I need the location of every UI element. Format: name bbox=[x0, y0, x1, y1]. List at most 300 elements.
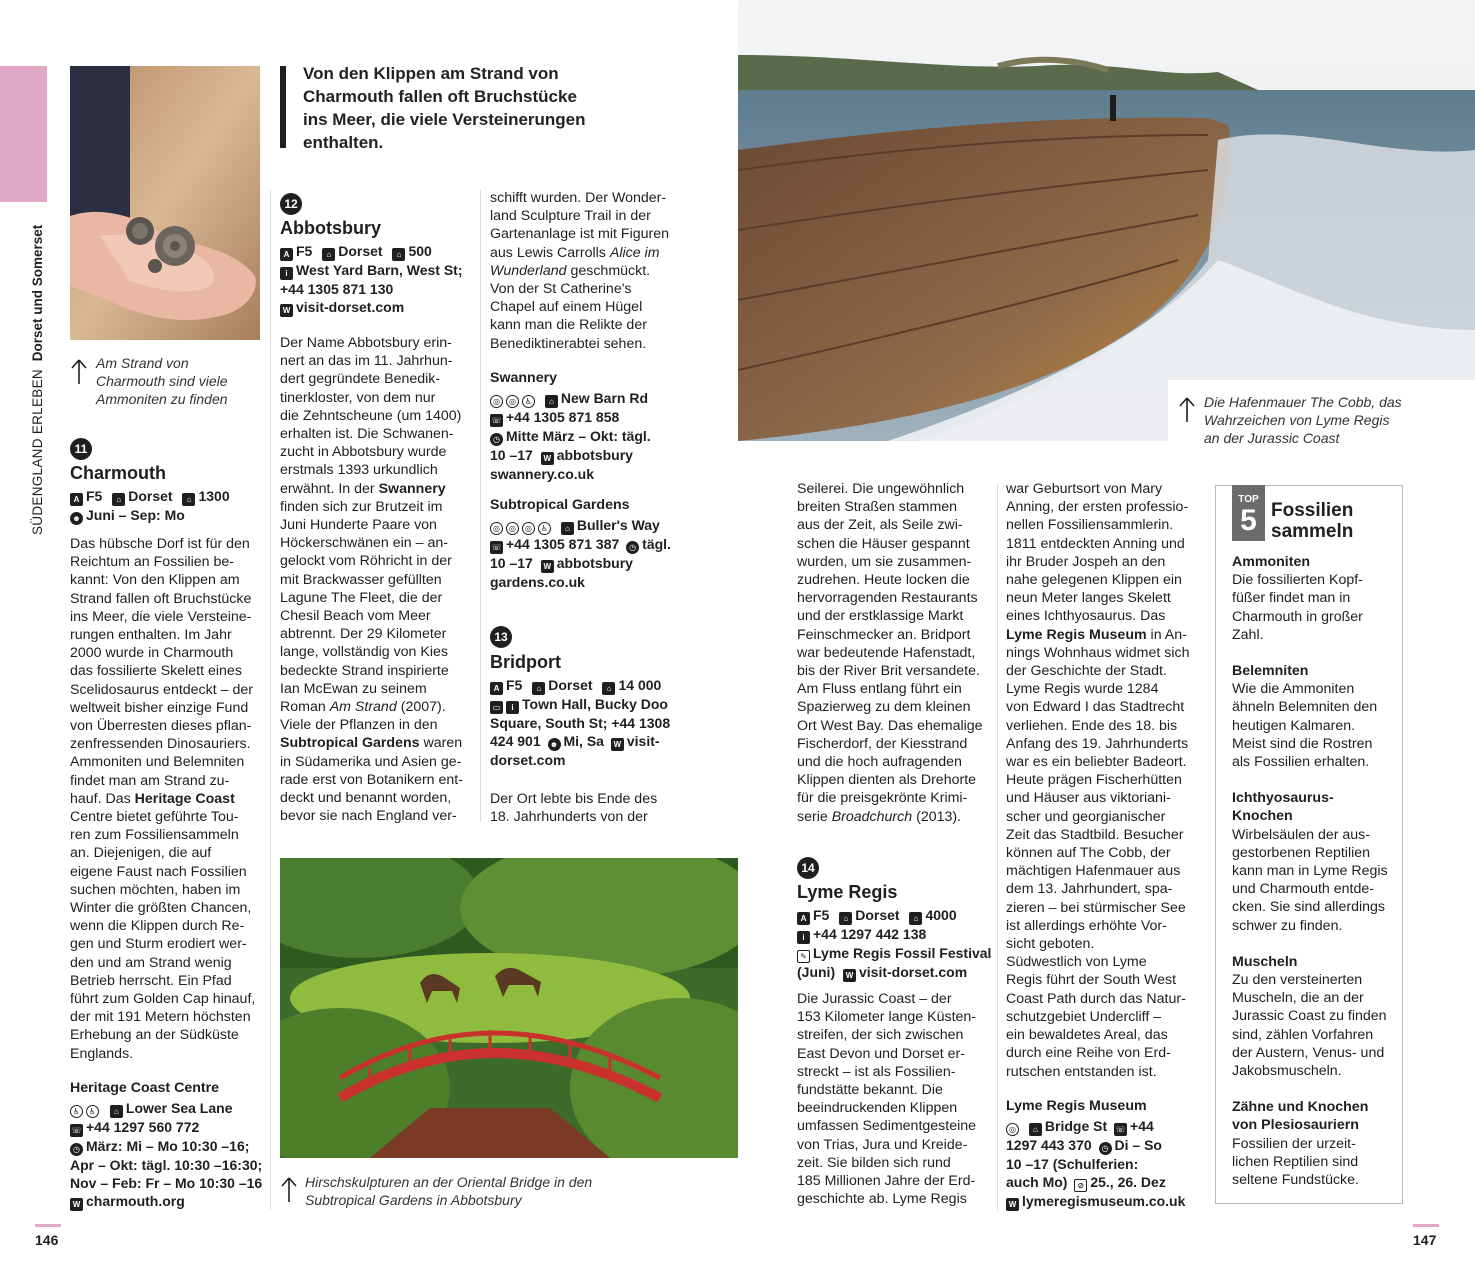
text-run: Broadchurch bbox=[831, 808, 913, 825]
text-line: können auf The Cobb, der bbox=[1006, 845, 1171, 862]
website-link[interactable]: lymeregismuseum.co.uk bbox=[1022, 1193, 1186, 1210]
entry-title: Bridport bbox=[490, 652, 561, 672]
text-line: Fossilien der urzeit- bbox=[1232, 1135, 1356, 1152]
text-line: zenfressenden Dinosauriers. bbox=[70, 736, 251, 753]
website-link[interactable]: visit-dorset.com bbox=[859, 964, 968, 980]
text-line: 1811 entdeckten Anning und bbox=[1006, 535, 1185, 552]
abbotsbury-text bbox=[280, 334, 475, 825]
text-line: Reichtum an Fossilien be- bbox=[70, 554, 235, 571]
text-line: mit Brackwasser gefüllten bbox=[280, 571, 442, 588]
text-run: (2013). bbox=[912, 808, 962, 825]
text-line: cken. Sie sind allerdings bbox=[1232, 899, 1385, 916]
text-line: kannt: Von den Klippen am bbox=[70, 572, 240, 589]
gardens-photo bbox=[280, 858, 738, 1158]
text-line: der mit 191 Metern höchsten bbox=[70, 1009, 251, 1026]
top5-item-title: Zähne und Knochen bbox=[1232, 1099, 1369, 1116]
text-line: neun Meter langes Skelett bbox=[1006, 590, 1171, 607]
text-line: Centre bietet geführte Tou- bbox=[70, 809, 239, 826]
entry-title: Abbotsbury bbox=[280, 218, 381, 238]
top5-item bbox=[1232, 789, 1397, 935]
text-run: geschmückt. bbox=[566, 262, 651, 279]
text-line: Zahl. bbox=[1232, 626, 1264, 643]
text-line: 18. Jahrhunderts von der bbox=[490, 809, 648, 826]
museum-title: Lyme Regis Museum bbox=[1006, 1098, 1147, 1114]
text-line: Scelidosaurus entdeckt – der bbox=[70, 681, 253, 698]
text-run: Subtropical Gardens bbox=[280, 735, 420, 752]
text-line: Lyme Regis wurde 1284 bbox=[1006, 681, 1159, 698]
text-line: schwer zu finden. bbox=[1232, 917, 1343, 934]
text-line: Viele der Pflanzen in den bbox=[280, 717, 438, 734]
text-line: Von der St Catherine's bbox=[490, 281, 632, 298]
top5-item-title: Ammoniten bbox=[1232, 554, 1311, 570]
cafe-icon: ◎ bbox=[506, 395, 519, 408]
text-line: Fischerdorf, der Kiesstrand bbox=[797, 735, 968, 752]
cafe-icon: ◎ bbox=[506, 522, 519, 535]
website-link[interactable]: gardens.co.uk bbox=[490, 574, 585, 590]
county: Dorset bbox=[128, 488, 173, 504]
hours: Apr – Okt: tägl. 10:30 –16:30; bbox=[70, 1157, 263, 1173]
county-icon: ⌂ bbox=[322, 248, 335, 261]
clock-icon: ◷ bbox=[490, 433, 503, 446]
text-line: Anning, der ersten professio- bbox=[1006, 499, 1189, 516]
hours: tägl. bbox=[642, 536, 671, 552]
text-line: bis der River Brit versandete. bbox=[797, 663, 980, 680]
text-line: Ian McEwan zu seinem bbox=[280, 680, 427, 697]
address: Town Hall, Bucky Doo bbox=[522, 696, 668, 712]
phone: +44 1305 871 130 bbox=[280, 281, 394, 297]
text-line: Die fossilierten Kopf- bbox=[1232, 572, 1363, 589]
text-line: aus der Zeit, als Seile zwi- bbox=[797, 517, 963, 534]
text-line: der Austern, Venus- und bbox=[1232, 1044, 1385, 1061]
text-line: nings Wohnhaus widmet sich bbox=[1006, 644, 1190, 661]
text-line: ins Meer, die viele Versteine- bbox=[70, 608, 252, 625]
text-line: Höckerschwänen ein – an- bbox=[280, 535, 448, 552]
text-line: schen die Häuser gespannt bbox=[797, 535, 970, 552]
section-label bbox=[28, 175, 48, 535]
text-run: Am Strand bbox=[329, 699, 397, 716]
text-line: ein bewaldetes Areal, das bbox=[1006, 1027, 1168, 1044]
county-icon: ⌂ bbox=[839, 912, 852, 925]
map-grid-icon: A bbox=[280, 248, 293, 261]
hours: auch Mo) bbox=[1006, 1174, 1068, 1191]
population: 1300 bbox=[198, 488, 230, 504]
text-run: in An- bbox=[1146, 626, 1187, 643]
entry-number: 13 bbox=[490, 626, 512, 648]
county: Dorset bbox=[548, 677, 593, 693]
market-icon: ☻ bbox=[548, 738, 561, 751]
top5-title bbox=[1271, 500, 1353, 542]
swannery-info bbox=[490, 389, 690, 483]
top5-item-title: Ichthyosaurus- bbox=[1232, 790, 1334, 807]
text-line: streifen, der sich zwischen bbox=[797, 1027, 964, 1044]
page-marker bbox=[1413, 1224, 1439, 1227]
text-line: von Überresten dieses pflan- bbox=[70, 718, 252, 735]
text-line: erstmals 1393 urkundlich bbox=[280, 462, 438, 479]
text-line: Ammoniten und Belemniten bbox=[70, 754, 245, 771]
text-line: seltene Fundstücke. bbox=[1232, 1172, 1359, 1189]
web-icon: W bbox=[280, 304, 293, 317]
population-icon: ⌂ bbox=[602, 682, 615, 695]
text-line: als Fossilien erhalten. bbox=[1232, 754, 1370, 771]
text-line: Zu den versteinerten bbox=[1232, 972, 1363, 989]
population-icon: ⌂ bbox=[182, 493, 195, 506]
phone: +44 bbox=[1130, 1118, 1154, 1134]
text-line: Englands. bbox=[70, 1045, 134, 1062]
text-line: erwähnt. In der Swannery bbox=[280, 480, 446, 497]
text-line: Am Fluss entlang führt ein bbox=[797, 681, 962, 698]
section-name: SÜDENGLAND ERLEBEN bbox=[30, 369, 45, 535]
map-grid-icon: A bbox=[490, 682, 503, 695]
text-line: wurden, um sie zusammen- bbox=[797, 553, 972, 570]
text-line: Spazierweg zu dem kleinen bbox=[797, 699, 971, 716]
arrow-up-icon bbox=[70, 358, 88, 386]
phone: +44 1297 442 138 bbox=[813, 926, 927, 942]
text-line: sind, zählen Vorfahren bbox=[1232, 1026, 1374, 1043]
text-line: hervorragenden Restaurants bbox=[797, 590, 978, 607]
text-line: der Geschichte der Stadt. bbox=[1006, 663, 1167, 680]
text-line: deckt und benannt worden, bbox=[280, 790, 452, 807]
museum-info bbox=[1006, 1117, 1206, 1211]
text-line: suchen möchten, haben im bbox=[70, 881, 241, 898]
grid-ref: F5 bbox=[296, 243, 313, 259]
text-line: Charmouth in großer bbox=[1232, 608, 1363, 625]
text-line: Wie die Ammoniten bbox=[1232, 681, 1355, 698]
text-line: schifft wurden. Der Wonder- bbox=[490, 190, 667, 206]
web-icon: W bbox=[611, 738, 624, 751]
text-line: Die Jurassic Coast – der bbox=[797, 991, 952, 1007]
text-run: (2007). bbox=[400, 699, 446, 716]
text-line: Feinschmecker an. Bridport bbox=[797, 626, 971, 643]
clock-icon: ◷ bbox=[70, 1143, 83, 1156]
text-line: in Südamerika und Asien ge- bbox=[280, 753, 462, 770]
text-line: war bedeutende Hafenstadt, bbox=[797, 644, 976, 661]
text-line: sicht geboten. bbox=[1006, 936, 1095, 953]
text-line: verliehen. Ende des 18. bis bbox=[1006, 717, 1178, 734]
text-line: Juni Hunderte Paare von bbox=[280, 517, 437, 534]
website-link[interactable]: visit-dorset.com bbox=[296, 299, 405, 316]
text-run: Lyme Regis Museum bbox=[1006, 626, 1147, 643]
address: Buller's Way bbox=[576, 517, 660, 533]
season: Juni – Sep: Mo bbox=[86, 507, 185, 523]
website-link[interactable]: charmouth.org bbox=[86, 1193, 185, 1210]
text-line: wenn die Klippen durch Re- bbox=[70, 918, 245, 935]
clock-icon: ◷ bbox=[1099, 1142, 1112, 1155]
text-line: breiten Straßen stammen bbox=[797, 499, 958, 516]
phone: +44 1305 871 858 bbox=[506, 409, 620, 425]
text-line: gestorbenen Reptilien bbox=[1232, 844, 1371, 861]
text-line: abtrennt. Der 29 Kilometer bbox=[280, 626, 447, 643]
grid-ref: F5 bbox=[813, 907, 830, 923]
county: Dorset bbox=[338, 243, 383, 259]
text-line: dert gegründete Benedik- bbox=[280, 371, 441, 388]
phone-icon: ☏ bbox=[1115, 1125, 1126, 1134]
phone: +44 1297 560 772 bbox=[86, 1119, 200, 1135]
text-line: fundstätte bekannt. Die bbox=[797, 1082, 943, 1099]
text-line: und Häuser aus viktoriani- bbox=[1006, 790, 1171, 807]
hours: 10 –17 bbox=[490, 555, 533, 571]
grid-ref: F5 bbox=[86, 488, 103, 504]
phone-icon: ☏ bbox=[491, 543, 502, 552]
address: Lower Sea Lane bbox=[125, 1100, 233, 1116]
column-divider bbox=[997, 484, 998, 1210]
top5-item bbox=[1232, 953, 1397, 1080]
closed-days: 25., 26. Dez bbox=[1090, 1174, 1166, 1191]
region-name: Dorset und Somerset bbox=[30, 224, 45, 362]
wheelchair-icon: ♿ bbox=[538, 522, 551, 535]
text-line: nahe gelegenen Klippen ein bbox=[1006, 572, 1182, 589]
top5-badge bbox=[1232, 485, 1265, 541]
address-icon: ⌂ bbox=[1029, 1123, 1042, 1136]
entry-number: 14 bbox=[797, 857, 819, 879]
text-line: zucht in Abbotsbury wurde bbox=[280, 444, 447, 461]
badge-number: 5 bbox=[1240, 504, 1257, 537]
text-line: findet man am Strand zu- bbox=[70, 772, 230, 789]
text-line: land Sculpture Trail in der bbox=[490, 208, 651, 225]
text-line: zieren – bei stürmischer See bbox=[1006, 899, 1186, 916]
text-line: ren zum Fossiliensammeln bbox=[70, 827, 239, 844]
text-line: ist allerdings erhöhte Vor- bbox=[1006, 917, 1167, 934]
wheelchair-icon: ♿ bbox=[522, 395, 535, 408]
shop-icon: ◎ bbox=[522, 522, 535, 535]
text-line: tinerkloster, von dem nur bbox=[280, 389, 436, 406]
text-line: füßer findet man in bbox=[1232, 590, 1351, 607]
column-divider bbox=[270, 190, 271, 1210]
text-line: umfassen Sedimentgesteine bbox=[797, 1118, 977, 1135]
bus-icon: ▭ bbox=[490, 701, 503, 714]
text-line: aus Lewis Carrolls Alice im bbox=[490, 244, 660, 261]
charmouth-text bbox=[70, 535, 265, 1063]
hours: 10 –17 bbox=[490, 447, 533, 463]
text-line: nert an das im 11. Jahrhun- bbox=[280, 353, 453, 370]
text-line: Betrieb herrscht. Ein Pfad bbox=[70, 972, 232, 989]
text-line: lichen Reptilien sind bbox=[1232, 1153, 1359, 1170]
arrow-up-icon bbox=[280, 1176, 298, 1204]
web-icon: W bbox=[1006, 1198, 1019, 1211]
entry-number: 12 bbox=[280, 193, 302, 215]
col5-text bbox=[1006, 480, 1206, 1081]
address: Square, South St; +44 1308 bbox=[490, 715, 671, 731]
text-line: rungen enthalten. Im Jahr bbox=[70, 627, 232, 644]
text-line: Regis führt der South West bbox=[1006, 972, 1177, 989]
text-line: Der Name Abbotsbury erin- bbox=[280, 335, 452, 351]
text-line: durch eine Reihe von Erd- bbox=[1006, 1045, 1171, 1062]
top5-item bbox=[1232, 553, 1397, 644]
web-icon: W bbox=[541, 452, 554, 465]
gardens-title: Subtropical Gardens bbox=[490, 497, 630, 513]
accessible-icon: ♿ bbox=[70, 1105, 83, 1118]
address: West Yard Barn, West St; bbox=[296, 262, 463, 278]
text-run: waren bbox=[419, 735, 463, 752]
county: Dorset bbox=[855, 907, 900, 923]
text-line: Der Ort lebte bis Ende des bbox=[490, 791, 658, 807]
text-line: mächtigen Hafenmauer aus bbox=[1006, 863, 1181, 880]
grid-ref: F5 bbox=[506, 677, 523, 693]
phone: 424 901 bbox=[490, 733, 541, 750]
top5-item-title: Muscheln bbox=[1232, 953, 1298, 970]
accessible-icon: ◎ bbox=[490, 395, 503, 408]
text-line: Südwestlich von Lyme bbox=[1006, 954, 1147, 971]
website-link[interactable]: abbotsbury bbox=[556, 555, 633, 571]
text-run: Heritage Coast bbox=[134, 790, 235, 807]
text-line bbox=[1006, 626, 1206, 644]
text-line: Roman Am Strand (2007). bbox=[280, 699, 446, 716]
bridport-text bbox=[490, 790, 685, 826]
county-icon: ⌂ bbox=[112, 493, 125, 506]
hours: Nov – Feb: Fr – Mo 10:30 –16 bbox=[70, 1175, 263, 1192]
text-line bbox=[280, 734, 475, 752]
text-line: East Devon und Dorset er- bbox=[797, 1045, 965, 1062]
top5-item-title: von Plesiosauriern bbox=[1232, 1117, 1359, 1134]
text-run: Wunderland bbox=[490, 262, 567, 279]
text-line: Chapel auf einem Hügel bbox=[490, 299, 643, 316]
column-divider bbox=[480, 190, 481, 822]
web-icon: W bbox=[843, 969, 856, 982]
ammonites-photo bbox=[70, 66, 260, 340]
text-line: Erhebung an der Südküste bbox=[70, 1027, 239, 1044]
website-link[interactable]: abbotsbury bbox=[556, 447, 633, 463]
text-line: nellen Fossiliensammlerin. bbox=[1006, 517, 1174, 534]
county-icon: ⌂ bbox=[532, 682, 545, 695]
entry-title: Lyme Regis bbox=[797, 882, 898, 902]
text-line: schutzgebiet Undercliff – bbox=[1006, 1008, 1162, 1025]
text-line: an. Diejenigen, die auf bbox=[70, 845, 212, 862]
text-line: Anfang des 19. Jahrhunderts bbox=[1006, 735, 1189, 752]
text-line: ihr Bruder Jospeh an den bbox=[1006, 553, 1166, 570]
text-line: rutschen entstanden ist. bbox=[1006, 1063, 1157, 1080]
website-link[interactable]: swannery.co.uk bbox=[490, 466, 595, 482]
pull-quote: Von den Klippen am Strand von Charmouth fallen oft Bruchstücke ins Meer, die viele Versteinerungen enthalten. bbox=[303, 64, 586, 152]
info-icon: i bbox=[280, 267, 293, 280]
web-icon: W bbox=[70, 1198, 83, 1211]
text-line bbox=[490, 262, 685, 280]
text-run: Alice im bbox=[609, 244, 660, 261]
map-grid-icon: A bbox=[797, 912, 810, 925]
hours: März: Mi – Mo 10:30 –16; bbox=[86, 1138, 250, 1154]
text-run: Swannery bbox=[378, 480, 446, 497]
hours: 10 –17 (Schulferien: bbox=[1006, 1156, 1139, 1172]
text-line: eigene Faust nach Fossilien bbox=[70, 863, 247, 880]
text-line: beeindruckenden Klippen bbox=[797, 1100, 958, 1117]
festival: (Juni) bbox=[797, 964, 836, 980]
text-line: bedeckte Strand inspirierte bbox=[280, 662, 449, 679]
entry-info bbox=[280, 242, 480, 317]
arrow-up-icon bbox=[1178, 396, 1196, 424]
ammonites-caption: Am Strand von Charmouth sind viele Ammoniten zu finden bbox=[96, 355, 228, 407]
lyme-text bbox=[797, 990, 992, 1208]
text-line: ähneln Belemniten den bbox=[1232, 699, 1378, 716]
text-line: geschichte ab. Lyme Regis bbox=[797, 1191, 967, 1208]
website-link[interactable]: dorset.com bbox=[490, 752, 566, 769]
hours: Mitte März – Okt: tägl. bbox=[506, 428, 651, 444]
col4-text bbox=[797, 480, 992, 826]
text-line: von Trias, Jura und Kreide- bbox=[797, 1136, 968, 1153]
text-line: Klippen dienten als Drehorte bbox=[797, 772, 977, 789]
text-line: eines Ichthyosaurus. Das bbox=[1006, 608, 1166, 625]
population: 14 000 bbox=[618, 677, 662, 693]
text-line: Coast Path durch das Natur- bbox=[1006, 990, 1186, 1007]
text-line: weltweit bisher einzige Fund bbox=[70, 699, 249, 716]
text-line: finden sich zur Brutzeit im bbox=[280, 498, 443, 515]
text-line: Strand fallen oft Bruchstücke bbox=[70, 590, 252, 607]
bridge-caption: Hirschskulpturen an der Oriental Bridge in den Subtropical Gardens in Abbotsbury bbox=[305, 1174, 593, 1208]
text-line: erhalten ist. Die Schwanen- bbox=[280, 426, 454, 443]
text-line: kann man in Lyme Regis bbox=[1232, 863, 1388, 880]
address-icon: ⌂ bbox=[545, 395, 558, 408]
text-line: streckt – ist als Fossilien- bbox=[797, 1063, 956, 1080]
address-icon: ⌂ bbox=[110, 1105, 123, 1118]
top5-item bbox=[1232, 1098, 1397, 1189]
top5-title-line: Fossilien bbox=[1271, 500, 1354, 521]
col3-text bbox=[490, 189, 685, 353]
badge-top: TOP bbox=[1238, 494, 1259, 505]
market-icon: ☻ bbox=[70, 512, 83, 525]
phone: 1297 443 370 bbox=[1006, 1137, 1092, 1153]
page-number-right: 147 bbox=[1413, 1232, 1437, 1248]
text-line: Jurassic Coast zu finden bbox=[1232, 1008, 1387, 1025]
phone: +44 1305 871 387 bbox=[506, 536, 620, 552]
text-line: Winter die größten Chancen, bbox=[70, 900, 252, 917]
page-number-left: 146 bbox=[35, 1232, 59, 1248]
market-days: Mi, Sa bbox=[563, 733, 604, 750]
text-line: Seilerei. Die ungewöhnlich bbox=[797, 481, 965, 497]
address: Bridge St bbox=[1044, 1118, 1108, 1134]
text-line: die Zehntscheune (um 1400) bbox=[280, 407, 462, 424]
text-line: hauf. Das Heritage Coast bbox=[70, 790, 235, 807]
top5-title-line: sammeln bbox=[1271, 521, 1354, 542]
text-line: das fossilierte Skelett eines bbox=[70, 663, 242, 680]
info-icon: i bbox=[797, 931, 810, 944]
lyme-info bbox=[797, 906, 997, 982]
text-line: gelockt vom Röhricht in der bbox=[280, 553, 452, 570]
population: 4000 bbox=[925, 907, 957, 923]
text-line: lange, vollständig von Kies bbox=[280, 644, 448, 661]
phone-icon: ☏ bbox=[491, 416, 502, 425]
accessible-icon: ◎ bbox=[1006, 1123, 1019, 1136]
text-line: heutigen Kalmaren. bbox=[1232, 717, 1356, 734]
text-line: Das hübsche Dorf ist für den bbox=[70, 536, 250, 552]
text-line: Wirbelsäulen der aus- bbox=[1232, 826, 1370, 843]
bridport-info bbox=[490, 676, 690, 769]
text-line: serie Broadchurch (2013). bbox=[797, 808, 962, 825]
text-line: Gartenanlage ist mit Figuren bbox=[490, 226, 670, 243]
text-line: Jakobsmuscheln. bbox=[1232, 1063, 1342, 1080]
hours: Di – So bbox=[1114, 1137, 1162, 1153]
page-marker bbox=[35, 1224, 61, 1227]
text-line: gen und Sturm erodiert wer- bbox=[70, 936, 247, 953]
text-line: rade erst von Botanikern ent- bbox=[280, 771, 463, 788]
website-link[interactable]: visit- bbox=[626, 733, 660, 750]
text-line: Zeit das Stadtbild. Besucher bbox=[1006, 826, 1184, 843]
top5-item-title: Knochen bbox=[1232, 808, 1293, 825]
entry-title: Charmouth bbox=[70, 463, 166, 483]
population-icon: ⌂ bbox=[392, 248, 405, 261]
text-line: Muscheln, die an der bbox=[1232, 990, 1364, 1007]
text-line: Heute prägen Fischerhütten bbox=[1006, 772, 1182, 789]
clock-icon: ◷ bbox=[626, 541, 639, 554]
population: 500 bbox=[408, 243, 432, 259]
entry-info bbox=[70, 487, 270, 525]
quote-bar bbox=[280, 66, 286, 148]
text-line: 2000 wurde in Charmouth bbox=[70, 645, 234, 662]
text-line: 185 Millionen Jahre der Erd- bbox=[797, 1173, 976, 1190]
swannery-title: Swannery bbox=[490, 370, 558, 386]
top5-item bbox=[1232, 662, 1397, 771]
festival: Lyme Regis Fossil Festival bbox=[813, 945, 992, 961]
text-line: 153 Kilometer lange Küsten- bbox=[797, 1009, 977, 1026]
text-line: zeit. Sie bilden sich rund bbox=[797, 1154, 951, 1171]
text-line: dem 13. Jahrhundert, spa- bbox=[1006, 881, 1173, 898]
cobb-photo bbox=[738, 0, 1475, 441]
